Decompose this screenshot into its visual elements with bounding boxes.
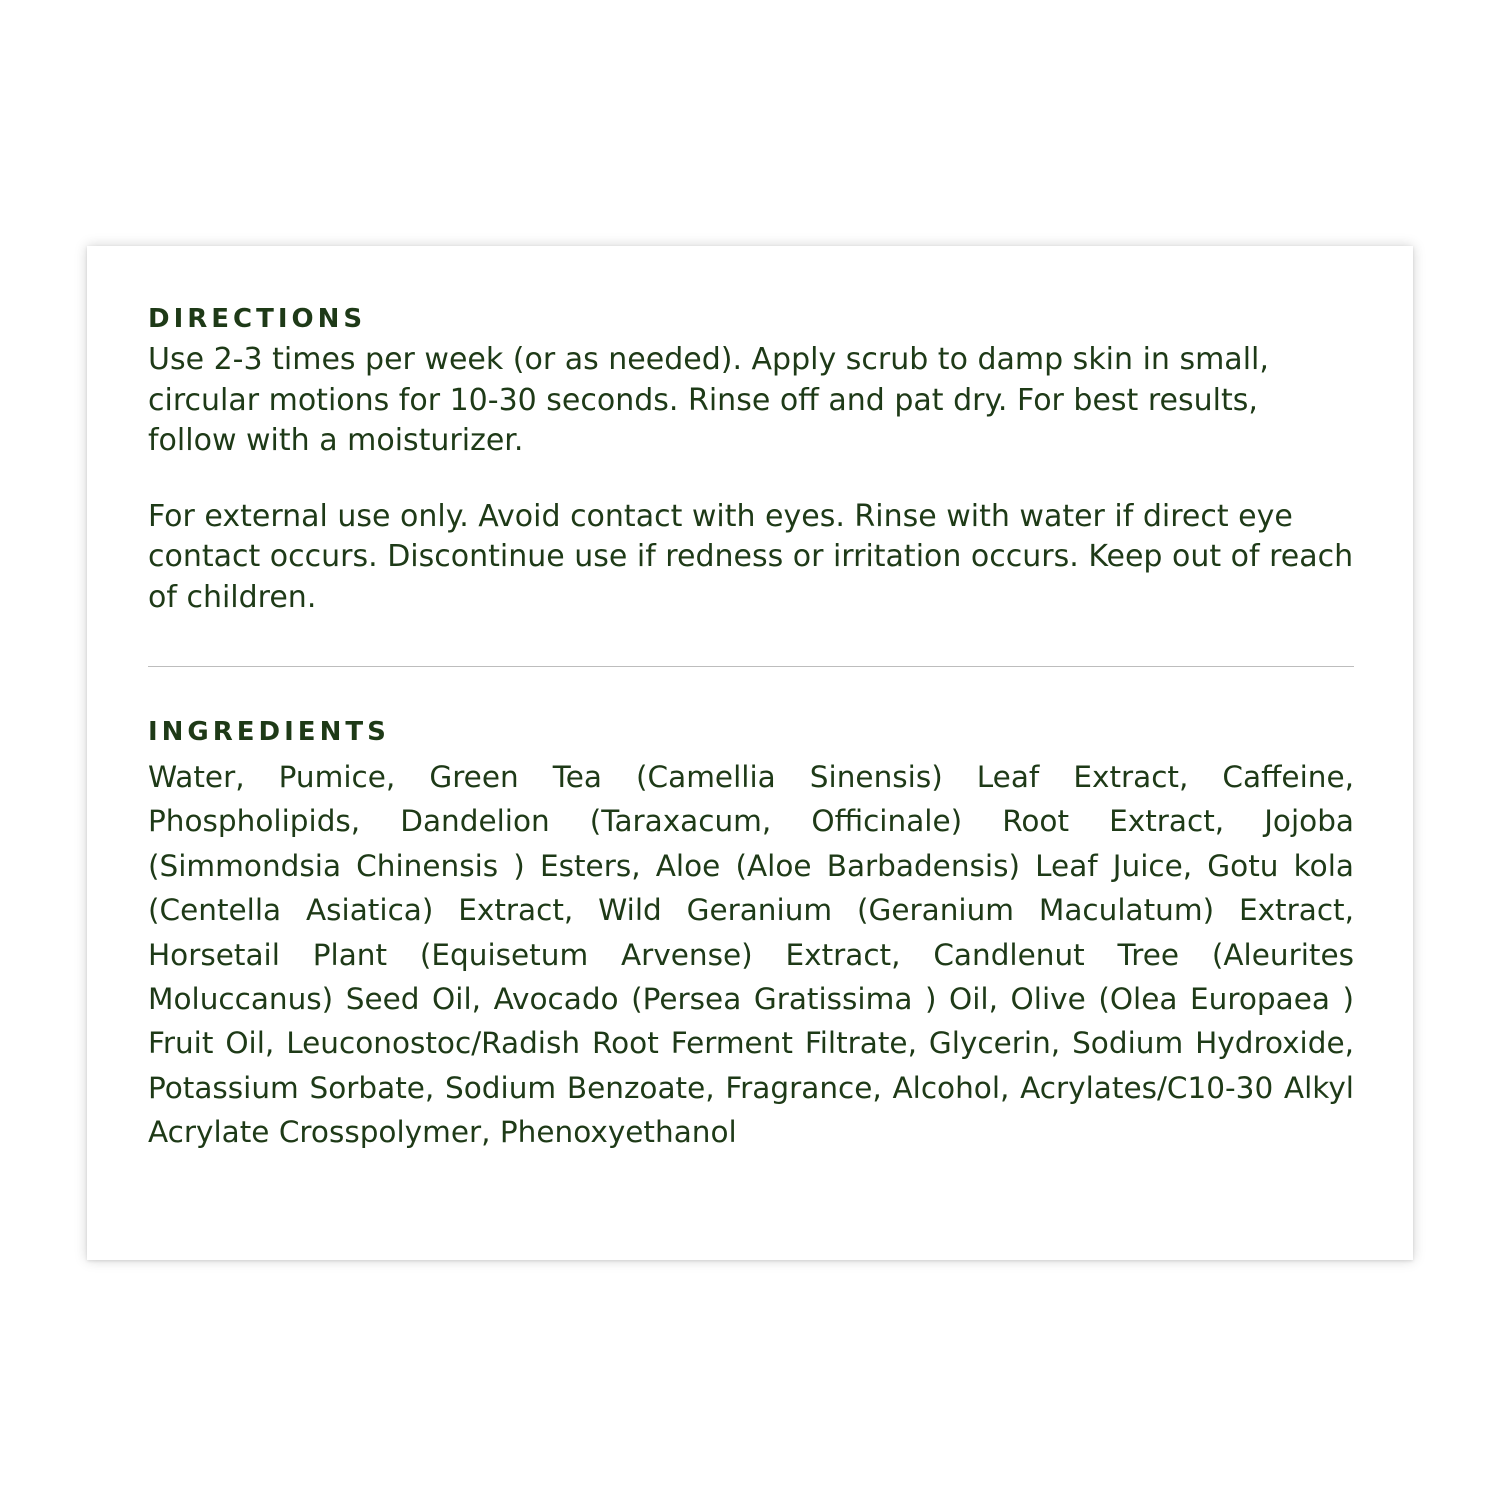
label-content bbox=[148, 302, 1354, 1155]
section-divider bbox=[148, 666, 1354, 667]
directions-text: Use 2-3 times per week (or as needed). Apply scrub to damp skin in small, circular motions for 10-30 seconds. Rinse off and pat dry. For best results, follow with a moisturizer. bbox=[148, 342, 1269, 458]
ingredients-heading: INGREDIENTS bbox=[148, 717, 390, 747]
directions-heading: DIRECTIONS bbox=[148, 304, 367, 334]
warning-text: For external use only. Avoid contact with eyes. Rinse with water if direct eye contact occurs. Discontinue use if redness or irritation occurs. Keep out of reach of children. bbox=[148, 498, 1354, 615]
label-card bbox=[87, 246, 1413, 1260]
ingredients-list: Water, Pumice, Green Tea (Camellia Sinensis) Leaf Extract, Caffeine, Phospholipids, Dandelion (Taraxacum, Officinale) Root Extract, Jojoba (Simmondsia Chinensis ) Esters, Aloe (Aloe Barbadensis) Leaf Juice, Gotu kola (Centella Asiatica) Extract, Wild Geranium (Geranium Maculatum) Extract, Horsetail Plant (Equisetum Arvense) Extract, Candlenut Tree (Aleurites Moluccanus) Seed Oil, Avocado (Persea Gratissima ) Oil, Olive (Olea Europaea ) Fruit Oil, Leuconostoc/Radish Root Ferment Filtrate, Glycerin, Sodium Hydroxide, Potassium Sorbate, Sodium Benzoate, Fragrance, Alcohol, Acrylates/C10-30 Alkyl Acrylate Crosspolymer, Phenoxyethanol bbox=[148, 760, 1354, 1150]
